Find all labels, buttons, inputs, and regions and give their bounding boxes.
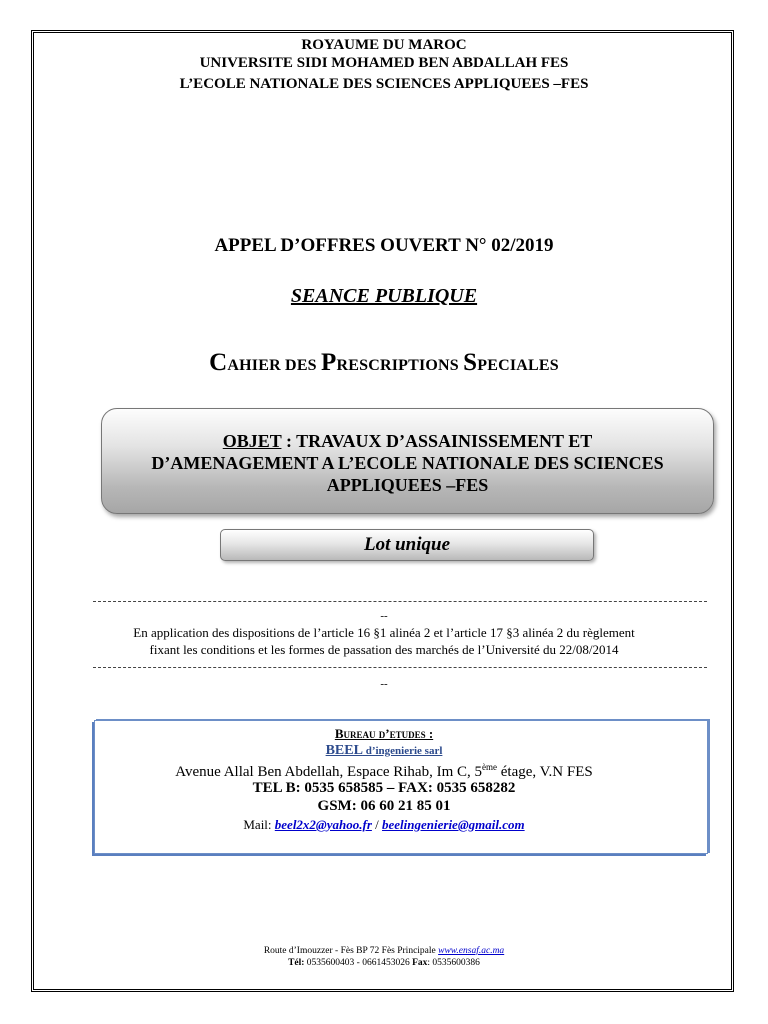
tender-title: APPEL D’OFFRES OUVERT N° 02/2019 [214, 235, 554, 256]
footer-address: Route d’Imouzzer - Fès BP 72 Fès Principale [263, 946, 439, 956]
bureau-gsm: GSM: 06 60 21 85 01 [317, 798, 451, 814]
object-text-1: TRAVAUX D’ASSAINISSEMENT ET [296, 431, 593, 451]
dash-marker-top: -- [380, 610, 388, 622]
address-main: Avenue Allal Ben Abdellah, Espace Rihab, Im C, 5 [175, 764, 483, 780]
cahier-initial-p: P [320, 349, 337, 376]
address-superscript: ème [482, 762, 498, 772]
bureau-mail [0, 817, 768, 833]
cahier-initial-s: S [463, 349, 478, 376]
object-label: OBJET [222, 431, 282, 451]
object-box [101, 408, 714, 514]
object-separator: : [281, 431, 297, 451]
header-university: UNIVERSITE SIDI MOHAMED BEN ABDALLAH FES [199, 55, 569, 71]
bureau-title: Bureau d’etudes : [334, 726, 434, 741]
lot-box: Lot unique [220, 529, 594, 561]
website-link[interactable]: www.ensaf.ac.ma [438, 946, 505, 956]
object-line-1 [102, 430, 713, 452]
footer-address-line [0, 945, 768, 957]
company-name: BEEL [325, 743, 363, 758]
email-link-yahoo[interactable]: beel2x2@yahoo.fr [274, 817, 372, 832]
dashed-divider-top [93, 601, 707, 602]
cahier-initial-c: C [209, 349, 228, 376]
header-school: L’ECOLE NATIONALE DES SCIENCES APPLIQUEES –FES [179, 76, 589, 92]
footer-fax-value: : 0535600386 [427, 958, 480, 968]
object-line-2: D’AMENAGEMENT A L’ECOLE NATIONALE DES SCIENCES [151, 453, 664, 473]
public-session-heading: SEANCE PUBLIQUE [290, 285, 478, 307]
object-line-3: APPLIQUEES –FES [326, 475, 489, 495]
address-end: étage, V.N FES [497, 764, 593, 780]
cahier-rest-2: RESCRIPTIONS [336, 357, 464, 374]
dash-marker-bottom: -- [380, 678, 388, 690]
bureau-company [0, 743, 768, 759]
application-text-2: fixant les conditions et les formes de passation des marchés de l’Université du 22/08/2014 [149, 642, 619, 657]
cahier-rest-1: AHIER DES [227, 357, 321, 374]
mail-label: Mail: [243, 817, 275, 832]
cahier-rest-3: PECIALES [477, 357, 559, 374]
footer-tel-label: Tél: [288, 958, 305, 968]
dashed-divider-bottom [93, 667, 707, 668]
application-text-1: En application des dispositions de l’article 16 §1 alinéa 2 et l’article 17 §3 alinéa 2 du règlement [133, 625, 635, 640]
header-kingdom: ROYAUME DU MAROC [301, 37, 467, 53]
mail-separator: / [371, 817, 383, 832]
footer-contact-line [0, 957, 768, 969]
bureau-address [0, 762, 768, 781]
document-title [0, 349, 768, 377]
footer-fax-label: Fax [412, 958, 428, 968]
company-suffix: d’ingenierie sarl [362, 745, 443, 757]
footer-tel-value: 0535600403 - 0661453026 [304, 958, 413, 968]
bureau-phone: TEL B: 0535 658585 – FAX: 0535 658282 [252, 780, 516, 796]
email-link-gmail[interactable]: beelingenierie@gmail.com [382, 817, 525, 832]
